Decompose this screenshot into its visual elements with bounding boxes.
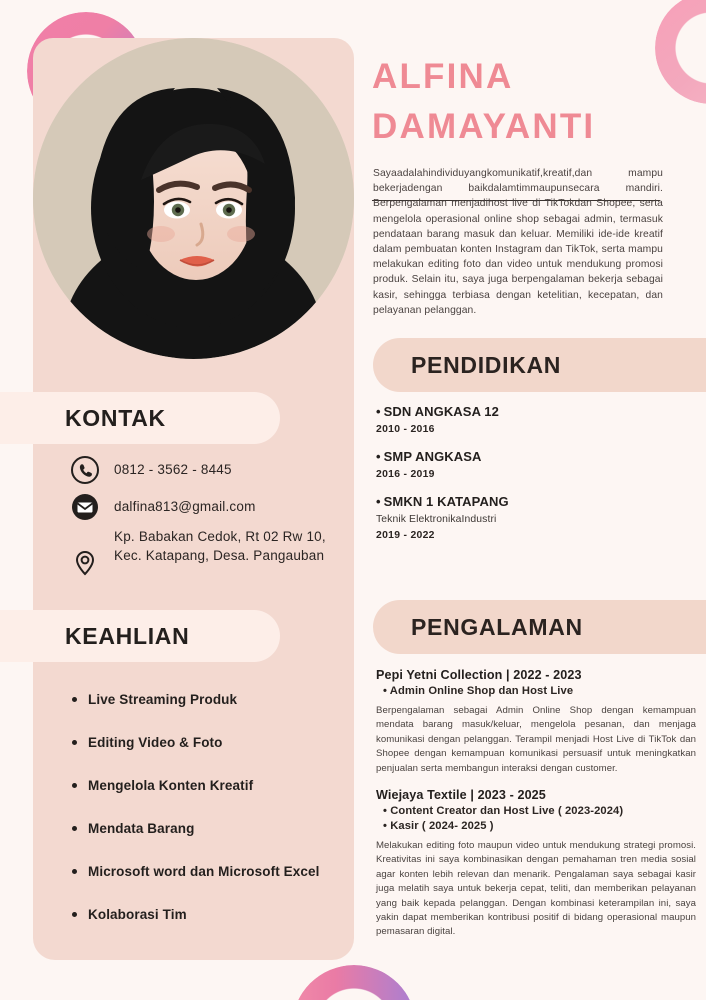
bullet-icon: • [376,494,381,509]
bullet-icon: • [376,404,381,419]
education-major: Teknik ElektronikaIndustri [376,514,497,525]
last-name: DAMAYANTI [372,107,596,146]
list-item: Kolaborasi Tim [72,907,332,922]
profile-summary: Sayaadalahindividuyangkomunikatif,kreatif,dan mampu bekerjadengan baikdalamtimmaupunsecara mandiri. Berpengalaman menjadihost live di TikTokdan Shopee, serta mengelola operasional online shop sebagai admin, termasuk pendataan barang masuk dan keluar. Memiliki ide-ide kreatif dalam pembuatan konten Instagram dan TikTok, serta mampu melakukan editing foto dan video untuk mendukung promosi produk. Selain itu, saya juga berpengalaman bekerja sebagai kasir, sehingga terbiasa dengan ketelitian, kecepatan, dan pelayanan pelanggan. [373,168,663,316]
phone-icon [70,455,100,485]
education-heading: PENDIDIKAN [411,351,562,378]
education-school: • SMP ANGKASA [376,449,482,464]
education-years: 2019 - 2022 [376,530,435,541]
list-item: Microsoft word dan Microsoft Excel [72,864,332,879]
list-item [376,668,696,776]
education-section-header [373,338,706,392]
experience-description: Berpengalaman sebagai Admin Online Shop dengan kemampuan mendata barang masuk/keluar, mengelola pesanan, dan menjaga komunikasi dengan pelanggan. Terampil menjadi Host Live di TikTok dan Shopee dengan kemampuan komunikasi persuasif untuk meningkatkan penjualan serta membangun interaksi dengan customer. [376,705,696,774]
education-list [376,404,694,555]
page-title [372,52,702,152]
skills-section-header [0,610,280,662]
contact-item-address[interactable] [70,527,326,578]
skills-list [72,692,332,950]
email-value: dalfina813@gmail.com [114,499,256,514]
list-item [376,494,694,541]
experience-role: • Content Creator dan Host Live ( 2023-2024) [383,805,624,818]
experience-list [376,668,696,952]
education-school: • SDN ANGKASA 12 [376,404,499,419]
experience-title: Wiejaya Textile | 2023 - 2025 [376,788,546,803]
contact-item-phone[interactable] [70,455,232,485]
phone-value: 0812 - 3562 - 8445 [114,462,232,477]
email-icon [70,492,100,522]
bullet-icon: • [376,449,381,464]
list-item: Live Streaming Produk [72,692,332,707]
profile-photo [33,38,354,359]
experience-heading: PENGALAMAN [411,613,583,640]
location-pin-icon [70,548,100,578]
list-item [376,788,696,940]
education-years: 2010 - 2016 [376,424,435,435]
experience-section-header [373,600,706,654]
contact-heading: KONTAK [65,404,166,431]
list-item [376,404,694,435]
experience-role: • Admin Online Shop dan Host Live [383,685,574,697]
education-school: • SMKN 1 KATAPANG [376,494,509,509]
education-years: 2016 - 2019 [376,469,435,480]
first-name: ALFINA [372,57,514,96]
list-item: Mendata Barang [72,821,332,836]
address-value: Kp. Babakan Cedok, Rt 02 Rw 10, Kec. Katapang, Desa. Pangauban [114,529,326,563]
skills-heading: KEAHLIAN [65,622,190,649]
experience-role: • Kasir ( 2024- 2025 ) [383,820,494,833]
list-item [376,449,694,480]
list-item: Mengelola Konten Kreatif [72,778,332,793]
list-item: Editing Video & Foto [72,735,332,750]
contact-item-email[interactable] [70,492,256,522]
right-content-column [364,0,706,1000]
experience-description: Melakukan editing foto maupun video untuk mendukung strategi promosi. Kreativitas ini saya kombinasikan dengan pemahaman tren media sosial agar konten lebih relevan dan menarik. Pengalaman saya sebagai kasir juga melatih saya untuk bekerja cepat, teliti, dan memberikan pelayanan yang baik kepada pelanggan. Dengan kombinasi keterampilan ini, saya yakin dapat memberikan kontribusi positif di bidang operasional maupun pemasaran digital. [376,840,696,938]
experience-title: Pepi Yetni Collection | 2022 - 2023 [376,668,582,682]
contact-section-header [0,392,280,444]
